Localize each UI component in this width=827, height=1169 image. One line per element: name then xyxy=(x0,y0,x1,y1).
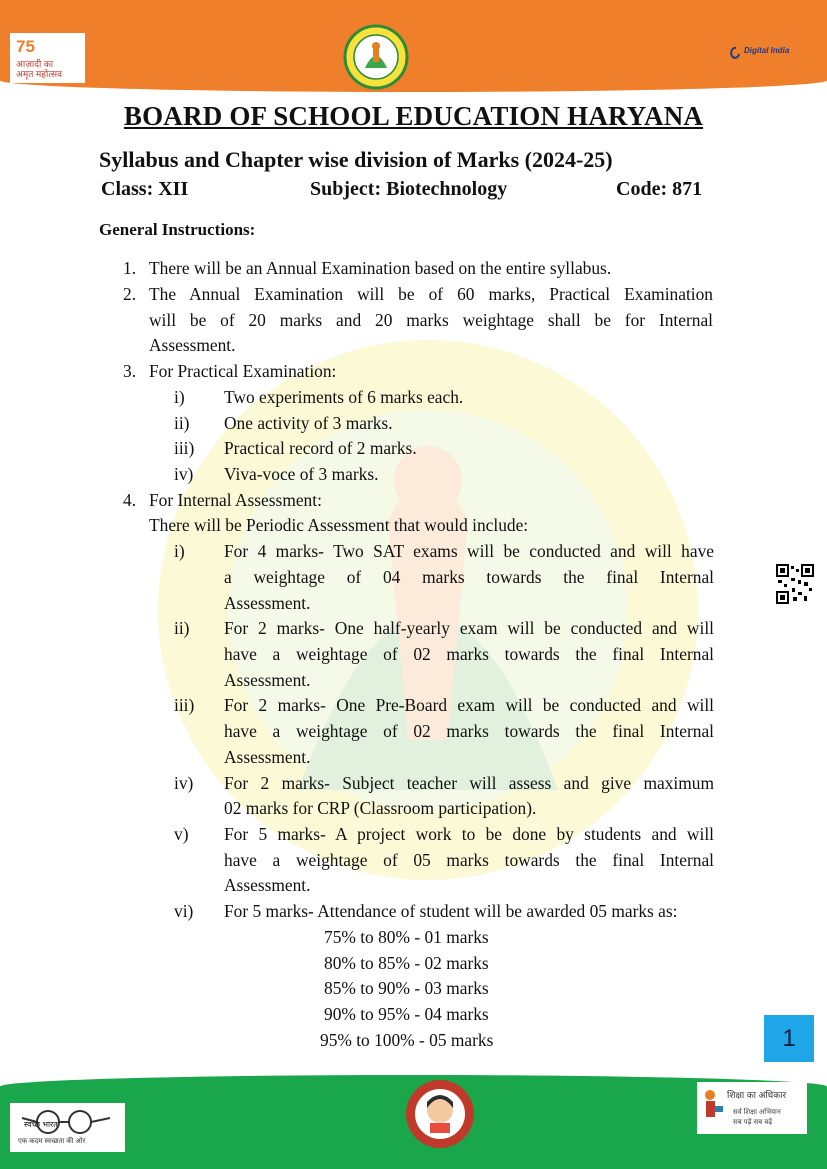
instruction-number: 3. xyxy=(123,361,137,381)
internal-item-text: have a weightage of 05 marks towards the final Internal xyxy=(224,850,714,870)
shiksha-line-2: सब पढ़ें सब बढ़ें xyxy=(733,1119,773,1126)
instruction-text: Assessment. xyxy=(149,335,236,355)
internal-item-text: 02 marks for CRP (Classroom participation). xyxy=(224,798,537,818)
attendance-row: 75% to 80% - 01 marks xyxy=(324,927,489,947)
internal-item-text: Assessment. xyxy=(224,875,311,895)
header-band xyxy=(0,0,827,92)
attendance-row: 85% to 90% - 03 marks xyxy=(324,978,489,998)
practical-item-number: iv) xyxy=(174,464,194,484)
swachh-bharat-tagline: एक कदम स्वच्छता की ओर xyxy=(18,1138,86,1145)
digital-india-icon xyxy=(728,42,744,62)
digital-india-logo xyxy=(726,36,796,70)
swachh-bharat-text: स्वच्छ भारत xyxy=(24,1120,58,1129)
digital-india-text: Digital India xyxy=(744,46,790,55)
instruction-text: For Internal Assessment: xyxy=(149,490,322,510)
page-title: BOARD OF SCHOOL EDUCATION HARYANA xyxy=(123,101,704,131)
azadi-ka-amrit-mahotsav-logo xyxy=(10,33,85,83)
shiksha-title: शिक्षा का अधिकार xyxy=(727,1090,787,1100)
instruction-number: 2. xyxy=(123,284,137,304)
internal-item-text: Assessment. xyxy=(224,593,311,613)
children-icon xyxy=(701,1088,725,1128)
practical-item-number: iii) xyxy=(174,438,195,458)
internal-item-text: For 2 marks- One Pre-Board exam will be conducted and will xyxy=(224,695,714,715)
internal-item-text: have a weightage of 02 marks towards the final Internal xyxy=(224,644,714,664)
internal-item-text: For 2 marks- One half-yearly exam will be conducted and will xyxy=(224,618,714,638)
internal-item-text: a weightage of 04 marks towards the final Internal xyxy=(224,567,714,587)
swachh-bharat-logo xyxy=(10,1103,125,1152)
internal-item-text: For 5 marks- Attendance of student will be awarded 05 marks as: xyxy=(224,901,678,921)
practical-item-number: i) xyxy=(174,387,185,407)
general-instructions-heading: General Instructions: xyxy=(99,220,256,239)
internal-item-number: ii) xyxy=(174,618,190,638)
internal-item-text: For 2 marks- Subject teacher will assess and give maximum xyxy=(224,773,714,793)
class-label: Class: XII xyxy=(101,178,189,200)
practical-item-text: Practical record of 2 marks. xyxy=(224,438,417,458)
instruction-number: 4. xyxy=(123,490,137,510)
internal-item-number: i) xyxy=(174,541,185,561)
internal-item-text: have a weightage of 02 marks towards the final Internal xyxy=(224,721,714,741)
instruction-number: 1. xyxy=(123,258,137,278)
internal-item-text: Assessment. xyxy=(224,670,311,690)
internal-item-text: For 5 marks- A project work to be done by students and will xyxy=(224,824,714,844)
page-number: 1 xyxy=(764,1015,814,1062)
practical-item-number: ii) xyxy=(174,413,190,433)
internal-item-number: v) xyxy=(174,824,189,844)
practical-item-text: Two experiments of 6 marks each. xyxy=(224,387,464,407)
qr-code-icon[interactable] xyxy=(776,564,814,604)
code-label: Code: 871 xyxy=(616,178,703,200)
instruction-text: The Annual Examination will be of 60 marks, Practical Examination xyxy=(149,284,713,304)
subject-label: Subject: Biotechnology xyxy=(310,178,508,200)
board-seal-icon xyxy=(343,24,409,90)
shiksha-ka-adhikar-logo xyxy=(697,1082,807,1134)
azadi-logo-text-2: अमृत महोत्सव xyxy=(16,69,63,79)
instruction-text: For Practical Examination: xyxy=(149,361,337,381)
azadi-logo-text-1: आज़ादी का xyxy=(16,59,54,69)
practical-item-text: One activity of 3 marks. xyxy=(224,413,393,433)
attendance-row: 80% to 85% - 02 marks xyxy=(324,953,489,973)
practical-item-text: Viva-voce of 3 marks. xyxy=(224,464,379,484)
attendance-row: 95% to 100% - 05 marks xyxy=(320,1030,494,1050)
shiksha-line-1: सर्व शिक्षा अभियान xyxy=(733,1109,781,1116)
internal-item-number: iv) xyxy=(174,773,194,793)
internal-item-text: Assessment. xyxy=(224,747,311,767)
internal-item-text: For 4 marks- Two SAT exams will be conducted and will have xyxy=(224,541,714,561)
internal-item-number: vi) xyxy=(174,901,194,921)
instruction-text: will be of 20 marks and 20 marks weightage shall be for Internal xyxy=(149,310,713,330)
instruction-text: There will be Periodic Assessment that would include: xyxy=(149,515,529,535)
internal-item-number: iii) xyxy=(174,695,195,715)
subtitle: Syllabus and Chapter wise division of Marks (2024-25) xyxy=(99,147,613,172)
attendance-row: 90% to 95% - 04 marks xyxy=(324,1004,489,1024)
beti-bachao-logo-icon xyxy=(404,1078,476,1150)
instruction-text: There will be an Annual Examination based on the entire syllabus. xyxy=(149,258,612,278)
azadi-logo-number: 75 xyxy=(16,37,35,56)
